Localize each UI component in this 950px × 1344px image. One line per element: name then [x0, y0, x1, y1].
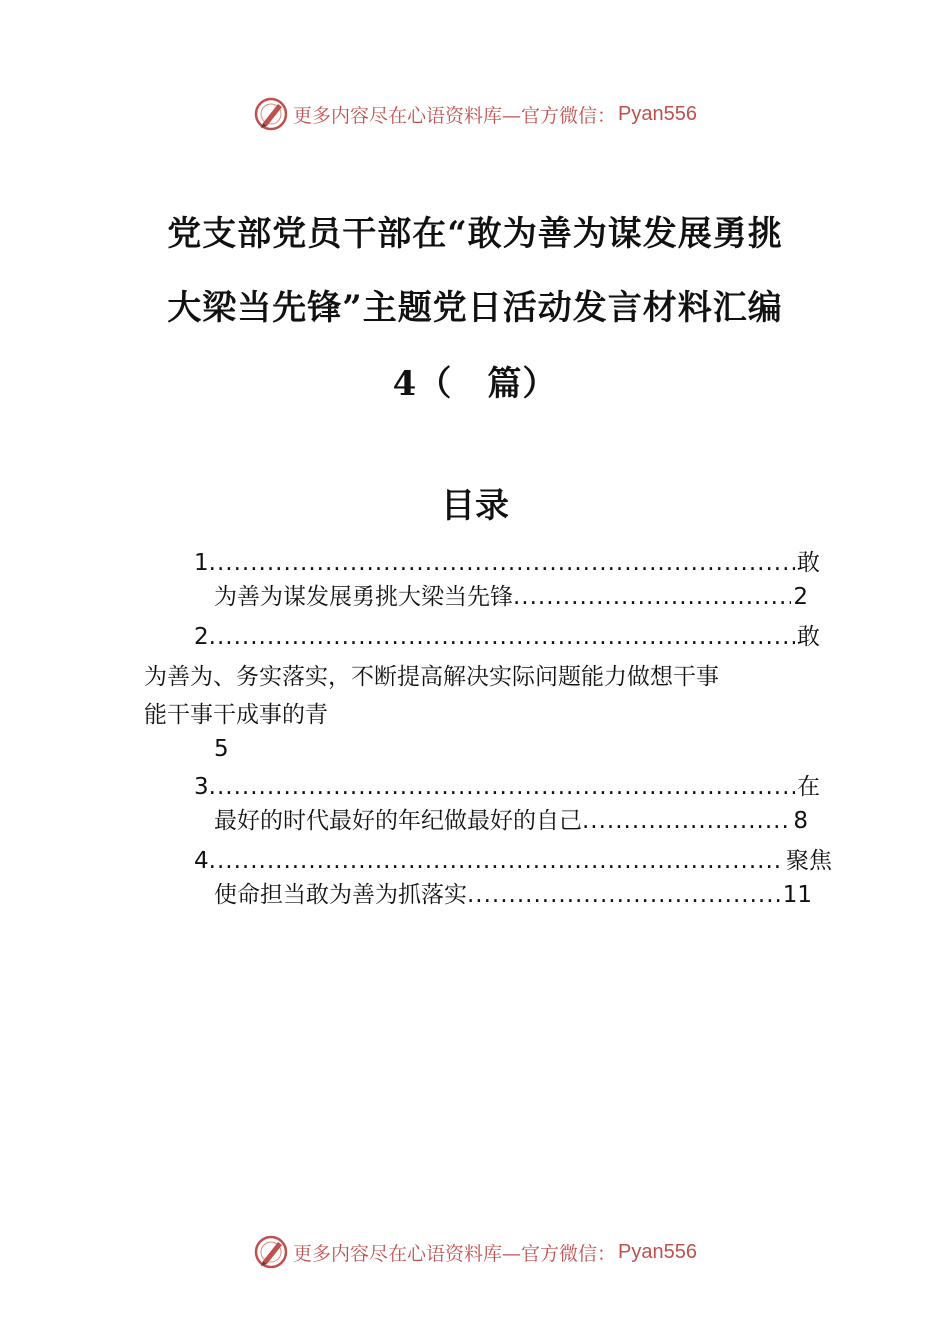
toc-entry-title: 为善为谋发展勇挑大梁当先锋 [214, 584, 513, 610]
toc-leader-dots [209, 770, 795, 804]
toc-entry-title: 最好的时代最好的年纪做最好的自己 [214, 808, 582, 834]
toc-entry-2-title-line-2[interactable]: 为善为、务实落实，不断提高解决实际问题能力做想干事 [144, 664, 719, 690]
toc-entry-title: 使命担当敢为善为抓落实 [214, 882, 467, 908]
toc-leader-dots [582, 804, 791, 838]
toc-entry-1-first-line[interactable] [194, 546, 820, 580]
toc-entry-3-first-line[interactable] [194, 770, 820, 804]
document-title-line-2: 大梁当先锋”主题党日活动发言材料汇编 [167, 288, 783, 328]
toc-entry-title-start: 敢 [797, 624, 820, 650]
toc-heading: 目录 [441, 486, 509, 526]
toc-entry-page: 11 [782, 882, 812, 908]
toc-entry-page: 8 [793, 808, 808, 834]
toc-entry-4-first-line[interactable] [194, 844, 832, 878]
toc-entry-3-second-line[interactable] [214, 804, 808, 838]
toc-leader-dots [467, 878, 781, 912]
toc-entry-2-title-line-3[interactable]: 能干事干成事的青 [144, 702, 328, 728]
watermark-wechat-id: Pyan556 [618, 1240, 697, 1263]
toc-entry-number: 4 [194, 848, 209, 874]
toc-entry-number: 1 [194, 550, 209, 576]
pen-seal-logo-icon [253, 96, 289, 132]
toc-entry-4-second-line[interactable] [214, 878, 812, 912]
document-title-line-3: 4（ 篇） [392, 364, 558, 404]
watermark-text: 更多内容尽在心语资料库—官方微信： [293, 104, 617, 127]
toc-leader-dots [209, 546, 795, 580]
pen-seal-logo-icon [253, 1234, 289, 1270]
document-title-line-1: 党支部党员干部在“敢为善为谋发展勇挑 [167, 214, 783, 254]
toc-entry-page: 2 [793, 584, 808, 610]
toc-entry-number: 3 [194, 774, 209, 800]
toc-entry-title-start: 敢 [797, 550, 820, 576]
toc-entry-2-page[interactable]: 5 [214, 736, 229, 762]
toc-leader-dots [513, 580, 791, 614]
watermark-text: 更多内容尽在心语资料库—官方微信： [293, 1242, 617, 1265]
toc-entry-title-start: 聚焦 [786, 848, 832, 874]
watermark-wechat-id: Pyan556 [618, 102, 697, 125]
toc-leader-dots [209, 620, 795, 654]
footer-watermark [0, 1232, 950, 1272]
toc-leader-dots [209, 844, 784, 878]
toc-entry-number: 2 [194, 624, 209, 650]
toc-entry-title-start: 在 [797, 774, 820, 800]
toc-entry-1-second-line[interactable] [214, 580, 808, 614]
header-watermark [0, 94, 950, 134]
toc-entry-2-first-line[interactable] [194, 620, 820, 654]
